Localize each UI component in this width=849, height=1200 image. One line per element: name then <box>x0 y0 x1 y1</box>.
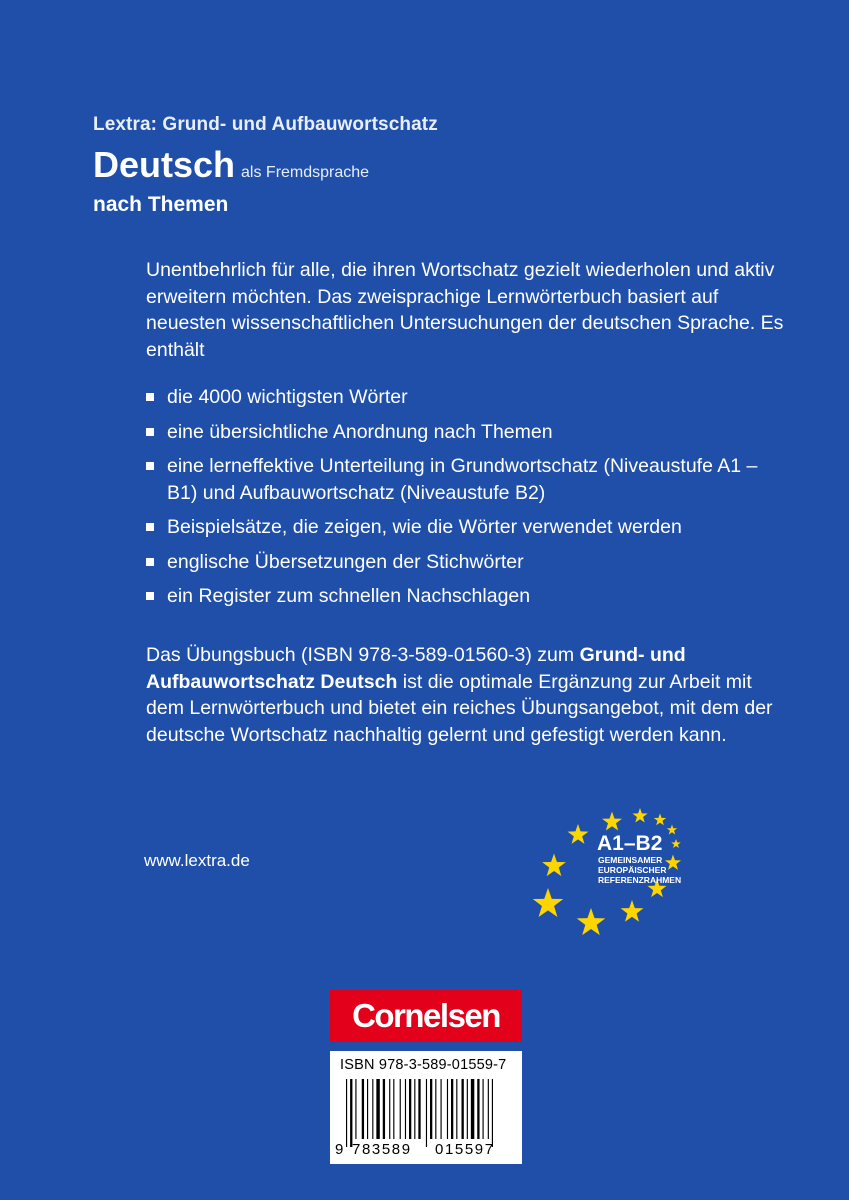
website-link[interactable]: www.lextra.de <box>144 851 250 870</box>
title-sub: als Fremdsprache <box>241 164 370 181</box>
barcode-bar <box>471 1079 474 1139</box>
barcode-bar <box>483 1079 484 1139</box>
barcode-bar <box>447 1079 448 1139</box>
feature-list <box>146 384 786 618</box>
barcode-bar <box>350 1079 352 1147</box>
feature-item: die 4000 wichtigsten Wörter <box>146 384 786 411</box>
barcode-bar <box>405 1079 406 1139</box>
cefr-line3: REFERENZRAHMEN <box>598 875 682 885</box>
barcode-icon <box>338 1079 516 1147</box>
bullet-square-icon <box>146 592 154 600</box>
intro-paragraph: Unentbehrlich für alle, die ihren Wortschatz gezielt wiederholen und aktiv erweitern möchten. Das zweisprachige Lernwörterbuch basiert auf neuesten wissenschaftlichen Untersuchungen der deutschen Sprache. Es enthält <box>146 259 784 361</box>
book-title <box>93 144 369 186</box>
cefr-line1: GEMEINSAMER <box>598 855 663 865</box>
cefr-badge <box>520 808 700 948</box>
bullet-square-icon <box>146 393 154 401</box>
feature-item: ein Register zum schnellen Nachschlagen <box>146 583 786 610</box>
barcode-box <box>330 1051 522 1164</box>
book-subtitle: nach Themen <box>93 193 229 216</box>
bullet-square-icon <box>146 428 154 436</box>
cefr-line2: EUROPÄISCHER <box>598 865 667 875</box>
feature-item: eine übersichtliche Anordnung nach Themen <box>146 419 786 446</box>
publisher-logo <box>330 990 522 1042</box>
barcode-bar <box>435 1079 436 1139</box>
barcode-bar <box>355 1079 356 1139</box>
barcode-bar <box>376 1079 379 1139</box>
barcode-digit-group2: 015597 <box>435 1141 495 1158</box>
barcode-digit-group1: 783589 <box>352 1141 412 1158</box>
barcode-bar <box>477 1079 479 1139</box>
publisher-name: Cornelsen <box>352 997 500 1034</box>
outro-bold: Grund- und Aufbauwortschatz Deutsch <box>146 644 686 693</box>
barcode-bar <box>418 1079 420 1139</box>
barcode-bar <box>467 1079 468 1139</box>
barcode-bar <box>383 1079 385 1139</box>
barcode-bar <box>426 1079 427 1147</box>
barcode-bar <box>372 1079 373 1139</box>
feature-item: Beispielsätze, die zeigen, wie die Wörter verwendet werden <box>146 514 786 541</box>
isbn-text: ISBN 978-3-589-01559-7 <box>340 1057 507 1073</box>
barcode-bar <box>430 1079 432 1139</box>
bullet-square-icon <box>146 462 154 470</box>
outro-paragraph: Das Übungsbuch (ISBN 978-3-589-01560-3) zum Grund- und Aufbauwortschatz Deutsch ist die optimale Ergänzung zur Arbeit mit dem Lernwörterbuch und bietet ein reiches Übungsangebot, mit dem der deutsche Wortschatz nachhaltig gelernt und gefestigt werden kann. <box>146 644 773 746</box>
feature-item: englische Übersetzungen der Stichwörter <box>146 549 786 576</box>
title-main: Deutsch <box>93 144 236 185</box>
barcode-bar <box>400 1079 401 1139</box>
barcode-bar <box>367 1079 368 1139</box>
feature-item: eine lerneffektive Unterteilung in Grundwortschatz (Niveaustufe A1 – B1) und Aufbauwortschatz (Niveaustufe B2) <box>146 453 786 506</box>
barcode-bar <box>414 1079 415 1139</box>
series-title: Lextra: Grund- und Aufbauwortschatz <box>93 114 438 135</box>
cefr-level: A1–B2 <box>597 832 663 855</box>
barcode-bar <box>389 1079 390 1139</box>
bullet-square-icon <box>146 558 154 566</box>
barcode-bar <box>492 1079 493 1147</box>
barcode-bar <box>393 1079 394 1139</box>
barcode-bar <box>362 1079 364 1139</box>
barcode-bar <box>462 1079 464 1139</box>
barcode-bar <box>456 1079 457 1139</box>
bullet-square-icon <box>146 523 154 531</box>
barcode-bar <box>346 1079 347 1147</box>
barcode-bar <box>441 1079 442 1139</box>
barcode-digit-first: 9 <box>335 1141 344 1158</box>
barcode-bar <box>451 1079 453 1139</box>
barcode-bar <box>409 1079 411 1139</box>
barcode-bar <box>488 1079 489 1139</box>
